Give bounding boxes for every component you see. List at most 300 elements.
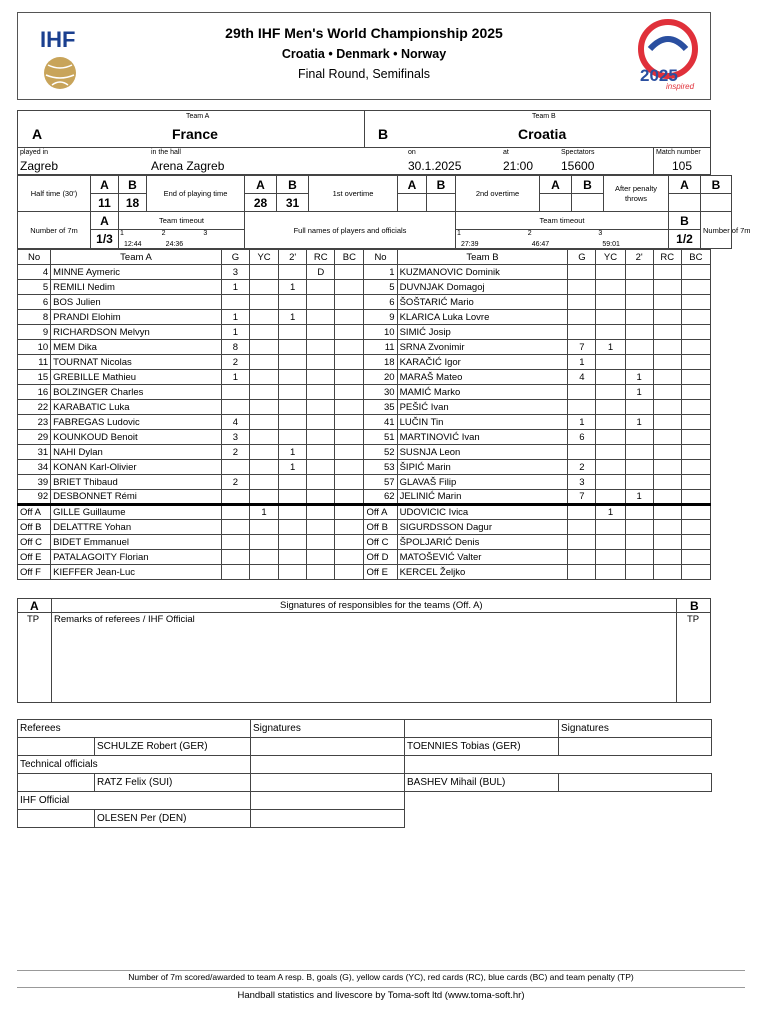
player-name-b: GLAVAŠ Filip [397,475,568,490]
ot1-score-a [398,194,427,212]
player-name-a: GREBILLE Mathieu [51,370,222,385]
host-countries: Croatia • Denmark • Norway [281,47,447,61]
yellow-cards-a [249,535,278,550]
goals-a [221,535,249,550]
red-cards-a [307,415,335,430]
player-no-b: 20 [364,370,397,385]
yellow-cards-b [596,445,625,460]
ihf-blank [18,810,95,828]
ihf-blank-1 [405,792,559,810]
yellow-cards-b [596,295,625,310]
player-no-a: 16 [18,385,51,400]
signatures-box [17,598,711,703]
timeouts-b [456,230,669,249]
yellow-cards-a [249,445,278,460]
player-no-b: 5 [364,280,397,295]
blue-cards-b [681,550,710,565]
penalty-throws-label: After penalty throws [604,176,669,212]
two-min-b [625,340,653,355]
two-min-b [625,535,653,550]
player-name-a: FABREGAS Ludovic [51,415,222,430]
player-name-b: SRNA Zvonimir [397,340,568,355]
team-b-caption: Team B [532,113,556,120]
blue-cards-b [681,475,710,490]
two-min-a [279,295,307,310]
to-b-3-time: 59:01 [602,241,620,248]
team-b-header: Team B [397,250,568,265]
two-min-b: 1 [625,370,653,385]
svg-text:2025: 2025 [640,66,678,85]
two-min-b [625,550,653,565]
official-name-a: PATALAGOITY Florian [51,550,222,565]
to-a-2-num: 2 [161,230,166,237]
to-a-2-time: 24:36 [165,241,184,248]
yellow-cards-a [249,355,278,370]
yellow-cards-b [596,430,625,445]
roster-table [17,249,711,580]
end-col-a: A [245,176,277,194]
goals-a: 1 [221,325,249,340]
officials-table [17,719,712,828]
player-no-a: 23 [18,415,51,430]
goals-b [568,325,596,340]
yellow-cards-a [249,370,278,385]
half-score-a: 11 [91,194,119,212]
two-min-b [625,280,653,295]
two-min-b [625,325,653,340]
bc-header-a: BC [335,250,364,265]
match-meta [17,148,711,175]
seven-m-a: 1/3 [91,230,119,249]
goals-a: 1 [221,370,249,385]
player-row [18,265,711,280]
goals-b [568,505,596,520]
red-cards-a [307,490,335,505]
no-header-b: No [364,250,397,265]
match-number-label: Match number [656,149,701,156]
player-no-a: 8 [18,310,51,325]
tech-official-2-signature [559,774,712,792]
player-name-b: MARTINOVIĆ Ivan [397,430,568,445]
yellow-cards-b [596,550,625,565]
time-label: at [503,149,509,156]
goals-a: 3 [221,430,249,445]
blue-cards-b [681,295,710,310]
red-cards-b [653,430,681,445]
yellow-cards-b [596,565,625,580]
yellow-cards-a [249,475,278,490]
two-min-a [279,370,307,385]
official-name-b: UDOVICIC Ivica [397,505,568,520]
official-role-a: Off E [18,550,51,565]
two-min-b [625,505,653,520]
ihf-blank-3 [405,810,559,828]
red-cards-a [307,385,335,400]
player-no-b: 41 [364,415,397,430]
yellow-cards-b: 1 [596,505,625,520]
yellow-cards-b [596,535,625,550]
goals-a: 4 [221,415,249,430]
two-min-b [625,445,653,460]
goals-b [568,265,596,280]
blue-cards-b [681,565,710,580]
yellow-cards-b [596,280,625,295]
yellow-cards-b [596,265,625,280]
roster-header-row [18,250,711,265]
player-name-b: KUZMANOVIC Dominik [397,265,568,280]
played-in-label: played in [20,149,49,156]
ot2-col-a: A [540,176,572,194]
to-b-1-num: 1 [457,230,461,237]
blue-cards-a [335,265,364,280]
two-min-a [279,520,307,535]
goals-b: 7 [568,340,596,355]
player-no-b: 11 [364,340,397,355]
two-min-a [279,400,307,415]
two-min-a [279,355,307,370]
date-label: on [408,149,416,156]
two-min-a [279,415,307,430]
two-min-b [625,295,653,310]
goals-a [221,400,249,415]
goals-b: 6 [568,430,596,445]
ot1-label: 1st overtime [309,176,398,212]
blue-cards-b [681,505,710,520]
official-name-b: MATOŠEVIĆ Valter [397,550,568,565]
player-no-a: 9 [18,325,51,340]
official-role-a: Off B [18,520,51,535]
team-a-header-label: Team A [120,251,152,263]
official-name-a: GILLE Guillaume [51,505,222,520]
tech-blank [18,774,95,792]
goals-b: 3 [568,475,596,490]
yc-header-a: YC [249,250,278,265]
red-cards-a [307,460,335,475]
yellow-cards-b [596,310,625,325]
player-no-b: 9 [364,310,397,325]
end-score-b: 31 [277,194,309,212]
two-min-a [279,505,307,520]
official-row [18,520,711,535]
blue-cards-b [681,415,710,430]
goals-b: 4 [568,370,596,385]
blue-cards-a [335,340,364,355]
two-min-b: 1 [625,385,653,400]
yellow-cards-a [249,490,278,505]
red-cards-b [653,550,681,565]
goals-b: 7 [568,490,596,505]
red-cards-b [653,490,681,505]
red-cards-a [307,340,335,355]
two-min-b [625,430,653,445]
player-name-a: DESBONNET Rémi [51,490,222,505]
blue-cards-a [335,370,364,385]
blue-cards-a [335,415,364,430]
goals-a [221,520,249,535]
team-b-name: Croatia [518,126,567,142]
official-name-b: KERCEL Željko [397,565,568,580]
yellow-cards-a [249,565,278,580]
player-name-a: TOURNAT Nicolas [51,355,222,370]
goals-a: 2 [221,445,249,460]
to-b-1-time: 27:39 [461,241,479,248]
blue-cards-b [681,370,710,385]
half-time-label: Half time (30') [18,176,91,212]
yellow-cards-b [596,475,625,490]
goals-a [221,565,249,580]
player-row [18,310,711,325]
player-row [18,460,711,475]
ot2-col-b: B [572,176,604,194]
blue-cards-a [335,535,364,550]
red-cards-a [307,310,335,325]
two-min-b [625,520,653,535]
tp-b-label: TP [687,614,700,625]
bc-header-b: BC [681,250,710,265]
goals-b [568,445,596,460]
g-header-a: G [221,250,249,265]
played-in-value: Zagreb [20,159,59,173]
player-name-b: ŠOŠTARIĆ Mario [397,295,568,310]
yellow-cards-a [249,550,278,565]
blue-cards-a [335,550,364,565]
blue-cards-b [681,265,710,280]
player-row [18,445,711,460]
red-cards-a [307,325,335,340]
blue-cards-b [681,340,710,355]
player-no-a: 11 [18,355,51,370]
goals-b [568,310,596,325]
goals-a [221,295,249,310]
blue-cards-a [335,280,364,295]
red-cards-b [653,415,681,430]
goals-b [568,400,596,415]
player-name-b: SIMIĆ Josip [397,325,568,340]
sig-title: Signatures of responsibles for the teams (Off. A) [280,600,483,611]
player-row [18,355,711,370]
blue-cards-a [335,295,364,310]
report-header [17,12,711,100]
yellow-cards-a: 1 [249,505,278,520]
official-role-a: Off A [18,505,51,520]
goals-b [568,535,596,550]
referees-label: Referees [18,720,251,738]
goals-b [568,295,596,310]
red-cards-b [653,310,681,325]
red-cards-a [307,550,335,565]
yellow-cards-a [249,310,278,325]
red-cards-b [653,535,681,550]
red-cards-a [307,445,335,460]
pen-col-a: A [669,176,701,194]
player-name-a: BOS Julien [51,295,222,310]
no-header-a: No [18,250,51,265]
to-a-3-num: 3 [203,230,208,237]
blue-cards-a [335,325,364,340]
yellow-cards-a [249,385,278,400]
g-header-b: G [568,250,596,265]
yellow-cards-b [596,460,625,475]
player-name-b: ŠIPIĆ Marin [397,460,568,475]
team-a-header [51,250,222,265]
red-cards-b [653,520,681,535]
red-cards-a [307,400,335,415]
svg-text:IHF: IHF [40,27,76,52]
player-row [18,280,711,295]
blue-cards-b [681,280,710,295]
official-name-b: SIGURDSSON Dagur [397,520,568,535]
blue-cards-a [335,490,364,505]
yellow-cards-b [596,385,625,400]
pen-col-b: B [701,176,732,194]
player-no-b: 35 [364,400,397,415]
referee-1-signature [251,738,405,756]
goals-a [221,490,249,505]
hall-label: in the hall [151,149,181,156]
rc-header-b: RC [653,250,681,265]
seven-m-label-a: Number of 7m [18,212,91,249]
player-name-b: SUSNJA Leon [397,445,568,460]
player-row [18,325,711,340]
goals-b [568,280,596,295]
spectators-value: 15600 [561,159,595,173]
yc-header-b: YC [596,250,625,265]
yellow-cards-b [596,355,625,370]
tech-sig-header [251,756,405,774]
player-name-b: KLARICA Luka Lovre [397,310,568,325]
timeout-label-b: Team timeout [456,212,669,230]
player-no-a: 6 [18,295,51,310]
svg-text:inspired: inspired [666,82,695,91]
official-name-a: DELATTRE Yohan [51,520,222,535]
red-cards-a [307,505,335,520]
to-b-2-num: 2 [527,230,532,237]
red-cards-a [307,295,335,310]
red-cards-b [653,565,681,580]
yellow-cards-b [596,325,625,340]
pen-score-a [669,194,701,212]
player-row [18,475,711,490]
player-row [18,490,711,505]
player-name-a: BOLZINGER Charles [51,385,222,400]
ot2-score-b [572,194,604,212]
player-no-a: 10 [18,340,51,355]
player-name-a: NAHI Dylan [51,445,222,460]
player-row [18,385,711,400]
blue-cards-b [681,310,710,325]
seven-m-label-b: Number of 7m [701,212,732,249]
blue-cards-b [681,535,710,550]
player-no-a: 29 [18,430,51,445]
yellow-cards-a [249,415,278,430]
red-cards-a [307,475,335,490]
seven-m-col-a: A [91,212,119,230]
player-name-a: MEM Dika [51,340,222,355]
timeout-label-a: Team timeout [119,212,245,230]
player-no-a: 34 [18,460,51,475]
blue-cards-b [681,400,710,415]
blue-cards-b [681,430,710,445]
half-score-b: 18 [119,194,147,212]
two-min-a [279,265,307,280]
official-role-b: Off A [364,505,397,520]
to-a-1-num: 1 [120,230,124,237]
half-col-a: A [91,176,119,194]
yellow-cards-b [596,490,625,505]
two-min-a [279,325,307,340]
red-cards-a: D [307,265,335,280]
player-no-a: 22 [18,400,51,415]
goals-b: 1 [568,355,596,370]
two-min-a [279,430,307,445]
referee-1: SCHULZE Robert (GER) [95,738,251,756]
player-name-b: KARAČIĆ Igor [397,355,568,370]
blue-cards-a [335,355,364,370]
time-value: 21:00 [503,159,534,173]
red-cards-b [653,340,681,355]
to-b-2-time: 46:47 [531,241,550,248]
championship-title: 29th IHF Men's World Championship 2025 [225,25,503,41]
red-cards-b [653,460,681,475]
blue-cards-a [335,565,364,580]
red-cards-a [307,535,335,550]
player-no-b: 6 [364,295,397,310]
player-name-b: JELINIĆ Marin [397,490,568,505]
official-role-b: Off C [364,535,397,550]
ihf-official-1-signature [251,810,405,828]
player-name-a: MINNE Aymeric [51,265,222,280]
signatures-label-2: Signatures [559,720,712,738]
goals-b [568,385,596,400]
blue-cards-a [335,430,364,445]
player-name-a: KOUNKOUD Benoit [51,430,222,445]
player-row [18,295,711,310]
goals-b [568,520,596,535]
to-a-1-time: 12:44 [124,241,142,248]
blue-cards-b [681,355,710,370]
two-min-b [625,475,653,490]
yellow-cards-a [249,340,278,355]
ihf-official-label: IHF Official [18,792,251,810]
two-min-b [625,310,653,325]
tech-official-1: RATZ Felix (SUI) [95,774,251,792]
footer-credit: Handball statistics and livescore by Toma-soft ltd (www.toma-soft.hr) [17,987,745,1001]
ot1-col-a: A [398,176,427,194]
team-a-name: France [172,126,218,142]
blue-cards-a [335,475,364,490]
ihf-sig-header [251,792,405,810]
goals-b: 2 [568,460,596,475]
yellow-cards-a [249,430,278,445]
championship-2025-logo [636,19,700,93]
official-role-a: Off F [18,565,51,580]
blue-cards-b [681,490,710,505]
red-cards-b [653,355,681,370]
red-cards-b [653,475,681,490]
player-no-b: 18 [364,355,397,370]
tech-blank-1 [405,756,559,774]
referee-2-signature [559,738,712,756]
two-min-header-b: 2' [625,250,653,265]
yellow-cards-a [249,400,278,415]
two-min-a [279,550,307,565]
blue-cards-b [681,460,710,475]
blue-cards-b [681,445,710,460]
technical-officials-label: Technical officials [18,756,251,774]
blue-cards-b [681,520,710,535]
ihf-blank-2 [559,792,712,810]
yellow-cards-a [249,280,278,295]
